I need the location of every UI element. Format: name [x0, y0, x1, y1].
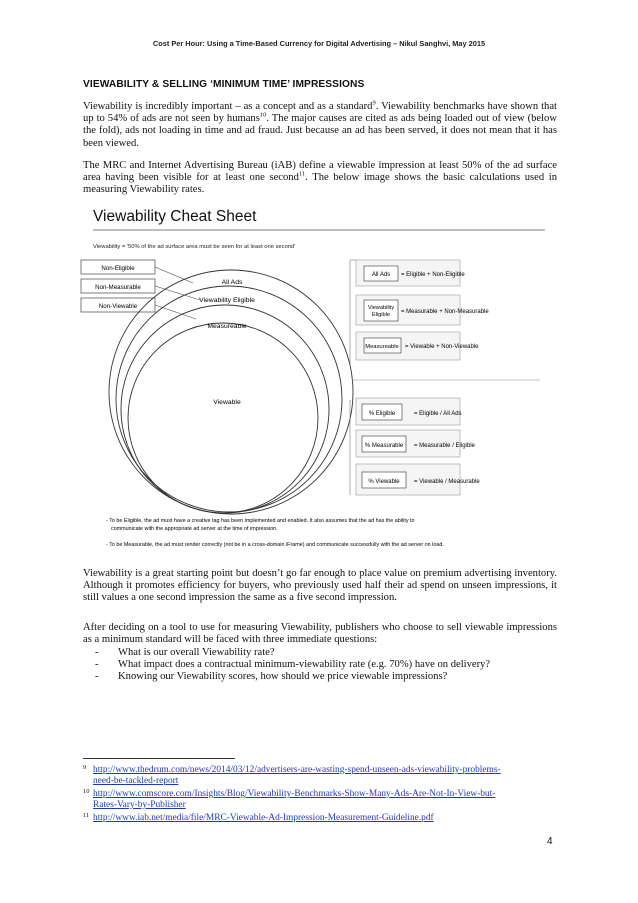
p2-text-b: . The below image shows the basic calculations used in measuring Viewability rates.	[83, 172, 557, 196]
footnote-link[interactable]: http://www.iab.net/media/file/MRC-Viewable-Ad-Impression-Measurement-Guideline.pdf	[93, 813, 434, 823]
non-measurable-label: Non-Measurable	[95, 284, 141, 291]
footnote-ref-9[interactable]: 9	[372, 99, 376, 107]
connector-non-measurable	[155, 286, 200, 300]
formula-box-measurable: Measureable	[365, 344, 399, 350]
p1-text-a: Viewability is incredibly important – as a concept and as a standard	[83, 101, 373, 112]
connector-non-eligible	[155, 267, 193, 283]
page-number: 4	[547, 836, 553, 847]
formula-group-top	[350, 260, 489, 364]
question-1: What is our overall Viewability rate?	[118, 647, 275, 658]
viewable-label: Viewable	[213, 399, 241, 406]
p2-text-a: The MRC and Internet Advertising Bureau (iAB) define a viewable impression at least 50% of the ad surface area having been visible for at least one second	[83, 160, 557, 184]
formula-eq-eligible: = Measurable + Non-Measurable	[401, 309, 489, 315]
footnote-11	[83, 813, 553, 824]
question-list	[95, 647, 490, 684]
question-2: What impact does a contractual minimum-viewability rate (e.g. 70%) have on delivery?	[118, 659, 491, 671]
non-viewable-label: Non-Viewable	[98, 303, 138, 310]
viewability-cheat-sheet-figure	[0, 195, 638, 555]
formula-box-eligible-2: Eligible	[371, 312, 391, 318]
p1-text-b: . Viewability benchmarks have shown that up to 54% of ads are not seen by humans	[83, 101, 557, 125]
all-ads-label: All Ads	[221, 279, 243, 286]
formula-eq-all-ads: = Eligible + Non-Eligible	[401, 272, 465, 278]
footnote-ref-10[interactable]: 10	[259, 111, 267, 119]
footnote-link[interactable]: http://www.thedrum.com/news/2014/03/12/advertisers-are-wasting-spend-unseen-ads-viewability-problems-	[93, 765, 501, 775]
footnote-separator	[83, 758, 235, 759]
figure-note-measurable: - To be Measurable, the ad must render correctly (not be in a cross-domain iFrame) and communicate successfully with the ad server on load.	[106, 542, 444, 548]
formula-eq-pct-measurable: = Measurable / Eligible	[414, 443, 475, 449]
eligible-label: Viewability Eligible	[199, 297, 255, 304]
figure-note-eligible-1: - To be Eligible, the ad must have a creative tag has been implemented and enabled. It also assumes that the ad has the ability to	[106, 518, 415, 524]
formula-box-eligible: Viewability	[367, 305, 395, 311]
footnote-number: 11	[83, 812, 90, 819]
formula-box-pct-measurable: % Measurable	[364, 443, 404, 449]
list-item: - What is our overall Viewability rate?	[95, 647, 275, 658]
footnote-number: 9	[83, 764, 87, 771]
list-item: - Knowing our Viewability scores, how should we price viewable impressions?	[95, 671, 448, 683]
footnote-9	[83, 765, 553, 787]
formula-eq-pct-eligible: = Eligible / All Ads	[414, 411, 462, 417]
figure-definition: Viewability = '50% of the ad surface area must be seen for at least one second'	[93, 244, 296, 250]
footnote-link[interactable]: http://www.comscore.com/Insights/Blog/Viewability-Benchmarks-Show-Many-Ads-Are-Not-In-View-but-	[93, 789, 496, 799]
footnote-link-cont[interactable]: Rates-Vary-by-Publisher	[93, 800, 186, 810]
footnote-link-cont[interactable]: need-be-tackled-report	[93, 776, 179, 786]
footnote-10	[83, 789, 553, 811]
measurable-label: Measureable	[207, 323, 247, 330]
list-item: - What impact does a contractual minimum-viewability rate (e.g. 70%) have on delivery?	[95, 659, 491, 671]
footnote-ref-11[interactable]: 11	[298, 170, 306, 178]
formula-box-pct-viewable: % Viewable	[368, 479, 400, 485]
figure-note-eligible-2: communicate with the appropriate ad server at the time of impression.	[111, 526, 278, 532]
figure-title: Viewability Cheat Sheet	[93, 208, 257, 225]
formula-eq-pct-viewable: = Viewable / Measurable	[414, 479, 480, 485]
formula-box-all-ads: All Ads	[371, 272, 391, 278]
formula-group-bottom	[350, 398, 480, 495]
paragraph-premium: Viewability is a great starting point but doesn’t go far enough to place value on premium advertising inventory. Although it promotes efficiency for buyers, who previously used half their ad spend on unseen impressions, it still values a one second impression the same as a five second impression.	[83, 568, 557, 604]
connector-non-viewable	[155, 305, 196, 319]
paragraph-intro	[83, 101, 557, 150]
formula-eq-measurable: = Viewable + Non-Viewable	[405, 344, 479, 350]
formula-box-pct-eligible: % Eligible	[368, 411, 396, 417]
p1-text-c: . The major causes are cited as ads being loaded out of view (below the fold), ads not loading in time and ad fraud. Just because an ad has been served, it does not mean that it has been viewed.	[83, 113, 557, 149]
circle-viewable	[128, 323, 318, 513]
section-heading: VIEWABILITY & SELLING ‘MINIMUM TIME’ IMPRESSIONS	[83, 79, 365, 90]
running-header: Cost Per Hour: Using a Time-Based Currency for Digital Advertising – Nikul Sanghvi, May 2015	[152, 39, 486, 48]
paragraph-mrc	[83, 160, 557, 197]
paragraph-questions-intro: After deciding on a tool to use for measuring Viewability, publishers who choose to sell viewable impressions as a minimum standard will be faced with three immediate questions:	[83, 622, 557, 646]
footnote-number: 10	[83, 788, 90, 795]
non-eligible-label: Non-Eligible	[101, 265, 135, 272]
question-3: Knowing our Viewability scores, how should we price viewable impressions?	[118, 671, 448, 683]
